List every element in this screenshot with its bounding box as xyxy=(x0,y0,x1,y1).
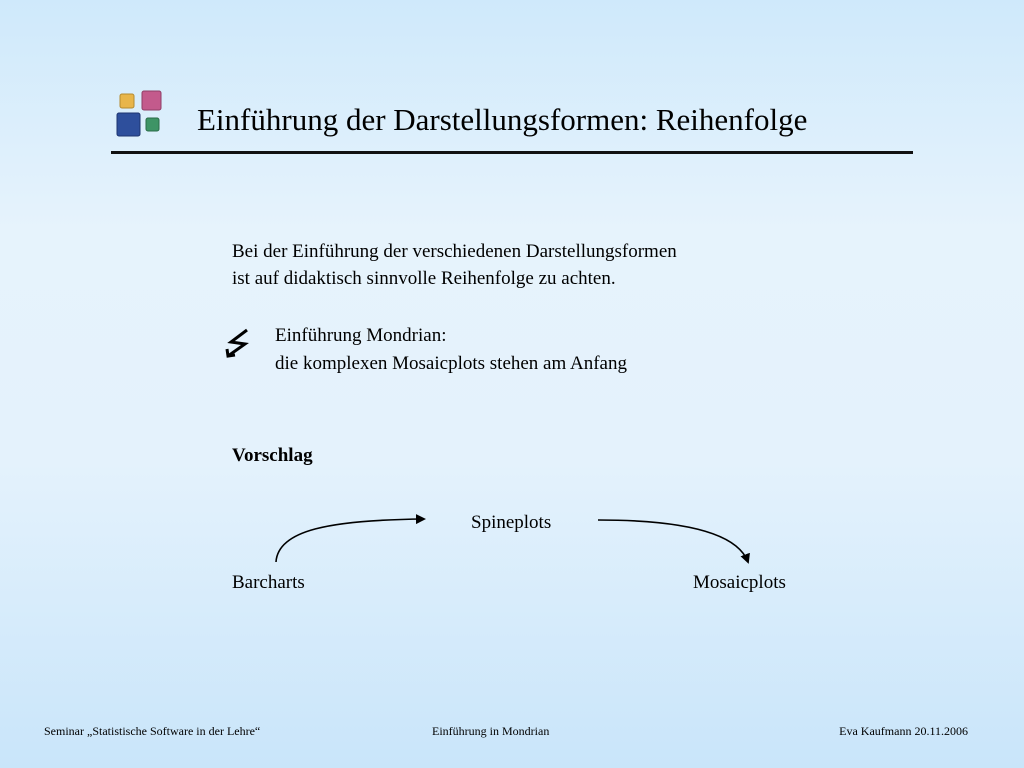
flow-spineplots: Spineplots xyxy=(471,512,552,533)
page-title: Einführung der Darstellungsformen: Reihenfolge xyxy=(197,102,808,137)
flow-mosaicplots: Mosaicplots xyxy=(693,572,786,593)
lightning-icon xyxy=(224,328,252,358)
arrow-barcharts-to-spineplots xyxy=(276,519,424,562)
intro-line-1: Bei der Einführung der verschiedenen Darstellungsformen xyxy=(232,241,677,262)
proposal-heading: Vorschlag xyxy=(232,445,313,466)
footer-topic: Einführung in Mondrian xyxy=(432,724,550,738)
note-line-1: Einführung Mondrian: xyxy=(275,325,447,346)
arrow-spineplots-to-mosaicplots xyxy=(598,520,748,562)
footer-author-date: Eva Kaufmann 20.11.2006 xyxy=(839,724,968,738)
intro-line-2: ist auf didaktisch sinnvolle Reihenfolge zu achten. xyxy=(232,268,616,289)
flow-barcharts: Barcharts xyxy=(232,572,305,593)
footer-seminar: Seminar „Statistische Software in der Lehre“ xyxy=(44,724,261,738)
note-line-2: die komplexen Mosaicplots stehen am Anfang xyxy=(275,353,627,374)
colored-squares-logo-icon xyxy=(113,88,169,140)
intro-text xyxy=(232,238,677,292)
mondrian-note xyxy=(275,322,627,378)
title-divider xyxy=(111,151,913,154)
